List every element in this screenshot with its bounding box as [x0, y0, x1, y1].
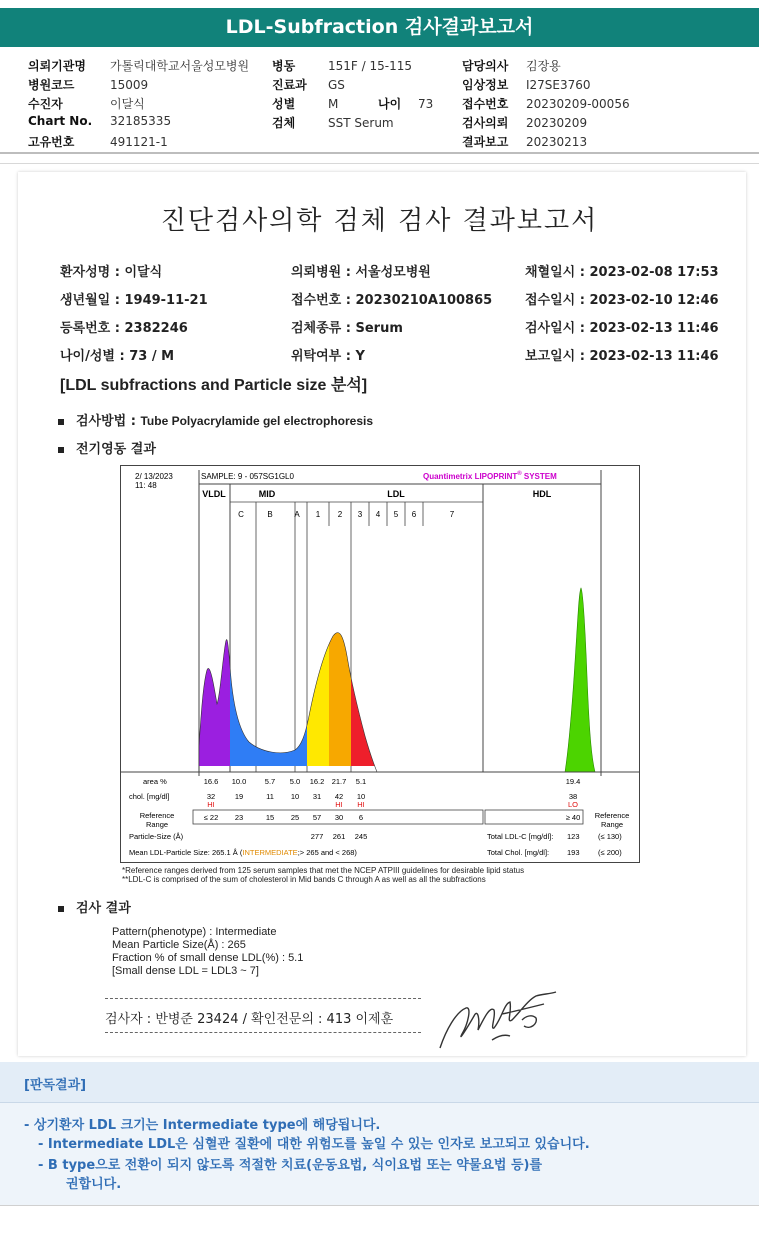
band-label: A: [294, 510, 300, 519]
signature-text: 검사자 : 반병준 23424 / 확인전문의 : 413 이제훈: [105, 1012, 394, 1027]
total-ldl-ref: (≤ 130): [598, 832, 622, 841]
result-bullet: [58, 897, 131, 916]
result-line: Fraction % of small dense LDL(%) : 5.1: [112, 952, 304, 964]
area-label: area %: [143, 777, 167, 786]
ref-value: ≥ 40: [565, 813, 581, 822]
info-key: 검사의뢰: [462, 116, 509, 130]
verdict-header: [0, 1062, 759, 1103]
info-value: 20230209: [526, 116, 588, 130]
band-label: 4: [375, 510, 381, 519]
report-title-bar: [0, 8, 759, 47]
received-date-field: 접수일시 : 2023-02-10 12:46: [525, 293, 719, 308]
total-ldl-label: Total LDL-C [mg/dl]:: [487, 832, 554, 841]
report-date-field: 보고일시 : 2023-02-13 11:46: [525, 349, 719, 364]
area-value: 5.0: [289, 777, 301, 786]
signature-image: [432, 990, 562, 1058]
info-value: M: [328, 97, 339, 111]
mean-particle-range: ;> 265 and < 268): [297, 848, 357, 857]
area-value: 16.6: [203, 777, 219, 786]
divider: [0, 163, 759, 164]
report-title: LDL-Subfraction 검사결과보고서: [225, 16, 534, 38]
result-line: [Small dense LDL = LDL3 ~ 7]: [112, 965, 259, 977]
info-value: 이달식: [110, 97, 145, 111]
ref-label-1: Reference: [139, 811, 175, 820]
band-labels: [202, 489, 551, 519]
info-value: 가톨릭대학교서울성모병원: [110, 59, 250, 73]
particle-value: 245: [354, 832, 368, 841]
mean-particle-size: Mean LDL-Particle Size: 265.1 Å: [129, 848, 238, 857]
collection-date-field: 채혈일시 : 2023-02-08 17:53: [525, 265, 719, 280]
info-value: 김장용: [526, 59, 561, 73]
footer-divider: [0, 1205, 759, 1206]
registration-field: 등록번호 : 2382246: [60, 321, 188, 336]
patient-name-field: 환자성명 : 이달식: [60, 265, 163, 280]
info-value: 73: [418, 97, 434, 111]
divider: [0, 152, 759, 154]
band-label: 6: [411, 510, 417, 519]
verdict-line: - 상기환자 LDL 크기는 Intermediate type에 해당됩니다.: [24, 1118, 381, 1133]
info-key: 결과보고: [462, 135, 509, 149]
group-label: LDL: [387, 489, 405, 499]
total-chol-label: Total Chol. [mg/dl]:: [487, 848, 550, 857]
info-key: 접수번호: [462, 97, 509, 111]
info-column-3: [462, 57, 630, 152]
ref-right-label-1: Reference: [594, 811, 630, 820]
info-key: 나이: [378, 97, 402, 111]
ref-value: 57: [312, 813, 322, 822]
band-label: 7: [449, 510, 455, 519]
info-key: Chart No.: [28, 114, 93, 128]
total-chol-value: 193: [567, 848, 580, 857]
info-key: 병동: [272, 59, 296, 73]
info-value: 151F / 15-115: [328, 59, 412, 73]
consignment-field: 위탁여부 : Y: [291, 349, 365, 364]
particle-value: 261: [332, 832, 346, 841]
band-label: C: [238, 510, 244, 519]
area-value: 16.2: [309, 777, 325, 786]
mean-particle-label: Mean LDL-Particle Size: 265.1 Å (INTERMEDIATE;> 265 and < 268): [129, 848, 357, 857]
hdl-peak: [565, 588, 595, 772]
method-value: Tube Polyacrylamide gel electrophoresis: [140, 414, 374, 428]
particle-label: Particle-Size (Å): [129, 832, 184, 841]
birthdate-field: 생년월일 : 1949-11-21: [60, 293, 208, 308]
note-line: **LDL-C is comprised of the sum of cholesterol in Mid bands C through A as well as all the subfractions: [122, 875, 486, 884]
info-value: 491121-1: [110, 135, 168, 149]
area-value: 21.7: [331, 777, 347, 786]
result-line: Pattern(phenotype) : Intermediate: [112, 926, 277, 938]
info-column-1: [28, 57, 249, 152]
bullet-icon: [58, 447, 64, 453]
chol-value: 11: [266, 792, 274, 801]
signature-stroke: [440, 992, 556, 1048]
ref-value: 6: [358, 813, 364, 822]
info-key: 의뢰기관명: [28, 59, 86, 73]
chart-brand: [423, 470, 557, 481]
result-details: [112, 926, 303, 978]
total-ldl-value: 123: [567, 832, 580, 841]
verdict-title: [판독결과]: [24, 1078, 87, 1093]
chol-value: 31: [312, 792, 322, 801]
ref-value: 30: [334, 813, 344, 822]
mean-particle-class: INTERMEDIATE: [242, 848, 298, 857]
area-value: 10.0: [231, 777, 247, 786]
chart-svg: [121, 466, 639, 862]
bullet-icon: [58, 906, 64, 912]
chart-brand-reg: ®: [517, 471, 522, 477]
info-key: 담당의사: [462, 59, 509, 73]
chol-value: 38: [568, 792, 578, 801]
info-key: 병원코드: [28, 78, 75, 92]
particle-value: 277: [310, 832, 324, 841]
chart-peaks: [199, 588, 595, 772]
chol-label: chol. [mg/dl]: [129, 792, 170, 801]
age-sex-field: 나이/성별 : 73 / M: [60, 349, 175, 364]
test-date-field: 검사일시 : 2023-02-13 11:46: [525, 321, 719, 336]
hospital-field: 의뢰병원 : 서울성모병원: [291, 265, 431, 280]
area-value: 5.7: [264, 777, 276, 786]
result-line: Mean Particle Size(Å) : 265: [112, 939, 246, 951]
info-value: 15009: [110, 78, 149, 92]
section-title: [LDL subfractions and Particle size 분석]: [60, 377, 368, 394]
info-value: 20230209-00056: [526, 97, 630, 111]
group-label: HDL: [532, 489, 552, 499]
band-label: 5: [393, 510, 399, 519]
ref-value: 25: [290, 813, 300, 822]
specimen-field: 검체종류 : Serum: [291, 321, 403, 336]
info-key: 고유번호: [28, 135, 75, 149]
info-value: I27SE3760: [526, 78, 591, 92]
chart-brand-name: Quantimetrix LIPOPRINT: [423, 472, 518, 481]
result-label: 검사 결과: [76, 901, 131, 916]
note-line: *Reference ranges derived from 125 serum samples that met the NCEP ATPIII guidelines for desirable lipid status: [122, 866, 525, 875]
method-bullet: [58, 410, 373, 429]
ref-label-2: Range: [145, 820, 169, 829]
chol-flag: LO: [567, 800, 579, 809]
info-value: 20230213: [526, 135, 588, 149]
verdict-line: 권합니다.: [66, 1177, 122, 1192]
chol-value: 42: [334, 792, 344, 801]
area-value: 5.1: [355, 777, 367, 786]
document-title: 진단검사의학 검체 검사 결과보고서: [160, 206, 599, 236]
info-column-2: [272, 57, 433, 133]
accession-field: 접수번호 : 20230210A100865: [291, 293, 493, 308]
info-value: SST Serum: [328, 116, 394, 130]
ref-value: 23: [234, 813, 244, 822]
chol-value: 32: [206, 792, 216, 801]
reference-notes: [122, 866, 524, 884]
band-label: B: [267, 510, 273, 519]
chol-flag: HI: [207, 800, 215, 809]
bullet-icon: [58, 419, 64, 425]
ref-value: ≤ 22: [203, 813, 219, 822]
area-value: 19.4: [565, 777, 581, 786]
signature-rule: [105, 998, 421, 999]
info-value: GS: [328, 78, 345, 92]
band-label: 1: [315, 510, 321, 519]
electro-label: 전기영동 결과: [76, 442, 156, 457]
chol-flag: HI: [335, 800, 343, 809]
band-label: 2: [337, 510, 343, 519]
band-label: 3: [357, 510, 363, 519]
info-key: 성별: [272, 97, 296, 111]
ref-right-label-2: Range: [600, 820, 624, 829]
verdict-line: - B type으로 전환이 되지 않도록 적절한 치료(운동요법, 식이요법 또는 약물요법 등)를: [38, 1158, 543, 1173]
info-key: 진료과: [272, 78, 307, 92]
group-label: MID: [258, 489, 276, 499]
chol-value: 19: [234, 792, 244, 801]
info-key: 검체: [272, 116, 296, 130]
signature-rule: [105, 1032, 421, 1033]
chart-time: 11: 48: [135, 481, 157, 490]
chart-sample: SAMPLE: 9 - 057SG1GL0: [201, 472, 294, 481]
chol-value: 10: [290, 792, 300, 801]
info-key: 수진자: [28, 97, 63, 111]
chart-date: 2/ 13/2023: [135, 472, 173, 481]
method-label: 검사방법 :: [76, 414, 141, 429]
total-chol-ref: (≤ 200): [598, 848, 622, 857]
chart-brand-suffix: SYSTEM: [521, 472, 557, 481]
chol-value: 10: [356, 792, 366, 801]
verdict-line: - Intermediate LDL은 심혈관 질환에 대한 위험도를 높일 수 있는 인자로 보고되고 있습니다.: [38, 1137, 590, 1152]
electrophoresis-chart: [120, 465, 640, 863]
electro-bullet: [58, 438, 156, 457]
ref-value: 15: [265, 813, 275, 822]
group-label: VLDL: [202, 489, 226, 499]
info-key: 임상정보: [462, 78, 509, 92]
info-value: 32185335: [110, 114, 172, 128]
chol-flag: HI: [357, 800, 365, 809]
